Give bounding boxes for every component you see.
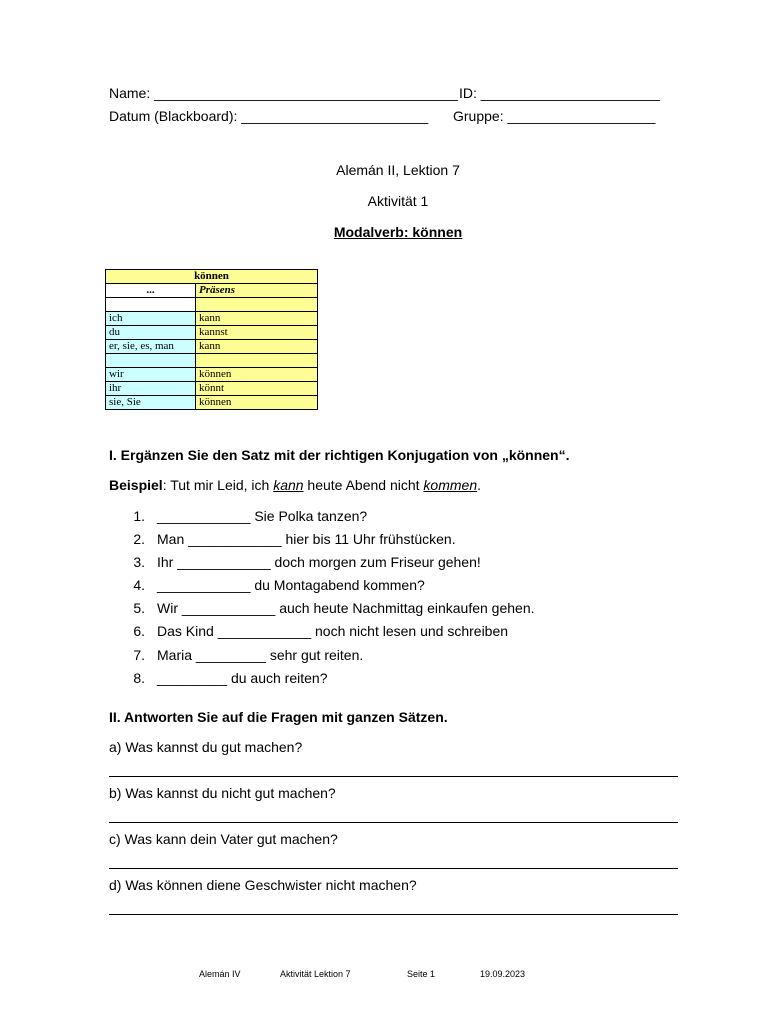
section1-heading: I. Ergänzen Sie den Satz mit der richtigen Konjugation von „können“.: [109, 447, 570, 463]
table-col2-header: Präsens: [196, 284, 318, 298]
question-c: c) Was kann dein Vater gut machen?: [109, 831, 338, 847]
form-cell: können: [196, 396, 318, 410]
item-number: 2.: [133, 531, 145, 547]
answer-line-d[interactable]: [109, 914, 678, 915]
footer-date: 19.09.2023: [480, 969, 526, 979]
topic-title: [0, 224, 768, 240]
item-number: 7.: [133, 647, 145, 663]
example-verb: kann: [273, 477, 304, 493]
item-text[interactable]: Das Kind ____________ noch nicht lesen und schreiben: [157, 623, 509, 639]
item-text[interactable]: Ihr ____________ doch morgen zum Friseur gehen!: [157, 554, 481, 570]
item-text[interactable]: ____________ du Montagabend kommen?: [157, 577, 425, 593]
pronoun-cell: wir: [106, 368, 196, 382]
form-cell: [196, 354, 318, 368]
table-row: [106, 368, 318, 382]
table-row: [106, 340, 318, 354]
pronoun-cell: [106, 354, 196, 368]
gruppe-field[interactable]: Gruppe: ___________________: [453, 108, 656, 124]
table-title: können: [106, 270, 318, 284]
item-text[interactable]: Man ____________ hier bis 11 Uhr frühstücken.: [157, 531, 456, 547]
item-text[interactable]: Maria _________ sehr gut reiten.: [157, 647, 364, 663]
example-part1: : Tut mir Leid, ich: [162, 477, 274, 493]
form-cell: kannst: [196, 326, 318, 340]
pronoun-cell: ihr: [106, 382, 196, 396]
table-row: [106, 312, 318, 326]
item-number: 3.: [133, 554, 145, 570]
question-b: b) Was kannst du nicht gut machen?: [109, 785, 336, 801]
table-row: [106, 326, 318, 340]
section2-heading: II. Antworten Sie auf die Fragen mit ganzen Sätzen.: [109, 709, 448, 725]
answer-line-c[interactable]: [109, 868, 678, 869]
id-field[interactable]: ID: _______________________: [459, 85, 660, 101]
table-row: [106, 382, 318, 396]
pronoun-cell: ich: [106, 312, 196, 326]
item-number: 1.: [133, 508, 145, 524]
form-cell: [196, 298, 318, 312]
pronoun-cell: [106, 298, 196, 312]
item-text[interactable]: Wir ____________ auch heute Nachmittag einkaufen gehen.: [157, 600, 535, 616]
name-field[interactable]: Name: _______________________________________: [109, 85, 458, 101]
example-part3: .: [477, 477, 481, 493]
item-number: 8.: [133, 670, 145, 686]
activity-title: Aktivität 1: [367, 193, 429, 209]
example-label: Beispiel: [109, 477, 163, 493]
item-text[interactable]: _________ du auch reiten?: [157, 670, 328, 686]
conjugation-table: [105, 269, 318, 410]
table-row: [106, 354, 318, 368]
form-cell: könnt: [196, 382, 318, 396]
example-part2: heute Abend nicht: [303, 477, 424, 493]
example-infinitive: kommen: [423, 477, 478, 493]
example-sentence: [109, 477, 481, 493]
table-row: [106, 396, 318, 410]
pronoun-cell: sie, Sie: [106, 396, 196, 410]
pronoun-cell: er, sie, es, man: [106, 340, 196, 354]
table-col1-header: ...: [106, 284, 196, 298]
footer-page: Seite 1: [407, 969, 436, 979]
pronoun-cell: du: [106, 326, 196, 340]
question-d: d) Was können diene Geschwister nicht machen?: [109, 877, 417, 893]
footer-activity: Aktivität Lektion 7: [280, 969, 351, 979]
course-title: Alemán II, Lektion 7: [336, 162, 460, 178]
item-number: 4.: [133, 577, 145, 593]
item-number: 5.: [133, 600, 145, 616]
form-cell: kann: [196, 340, 318, 354]
topic-title-text: Modalverb: können: [333, 224, 463, 240]
item-number: 6.: [133, 623, 145, 639]
footer-course: Alemán IV: [199, 969, 241, 979]
answer-line-b[interactable]: [109, 822, 678, 823]
item-text[interactable]: ____________ Sie Polka tanzen?: [157, 508, 368, 524]
table-row: [106, 298, 318, 312]
answer-line-a[interactable]: [109, 776, 678, 777]
form-cell: kann: [196, 312, 318, 326]
question-a: a) Was kannst du gut machen?: [109, 739, 303, 755]
form-cell: können: [196, 368, 318, 382]
datum-field[interactable]: Datum (Blackboard): ________________________: [109, 108, 429, 124]
